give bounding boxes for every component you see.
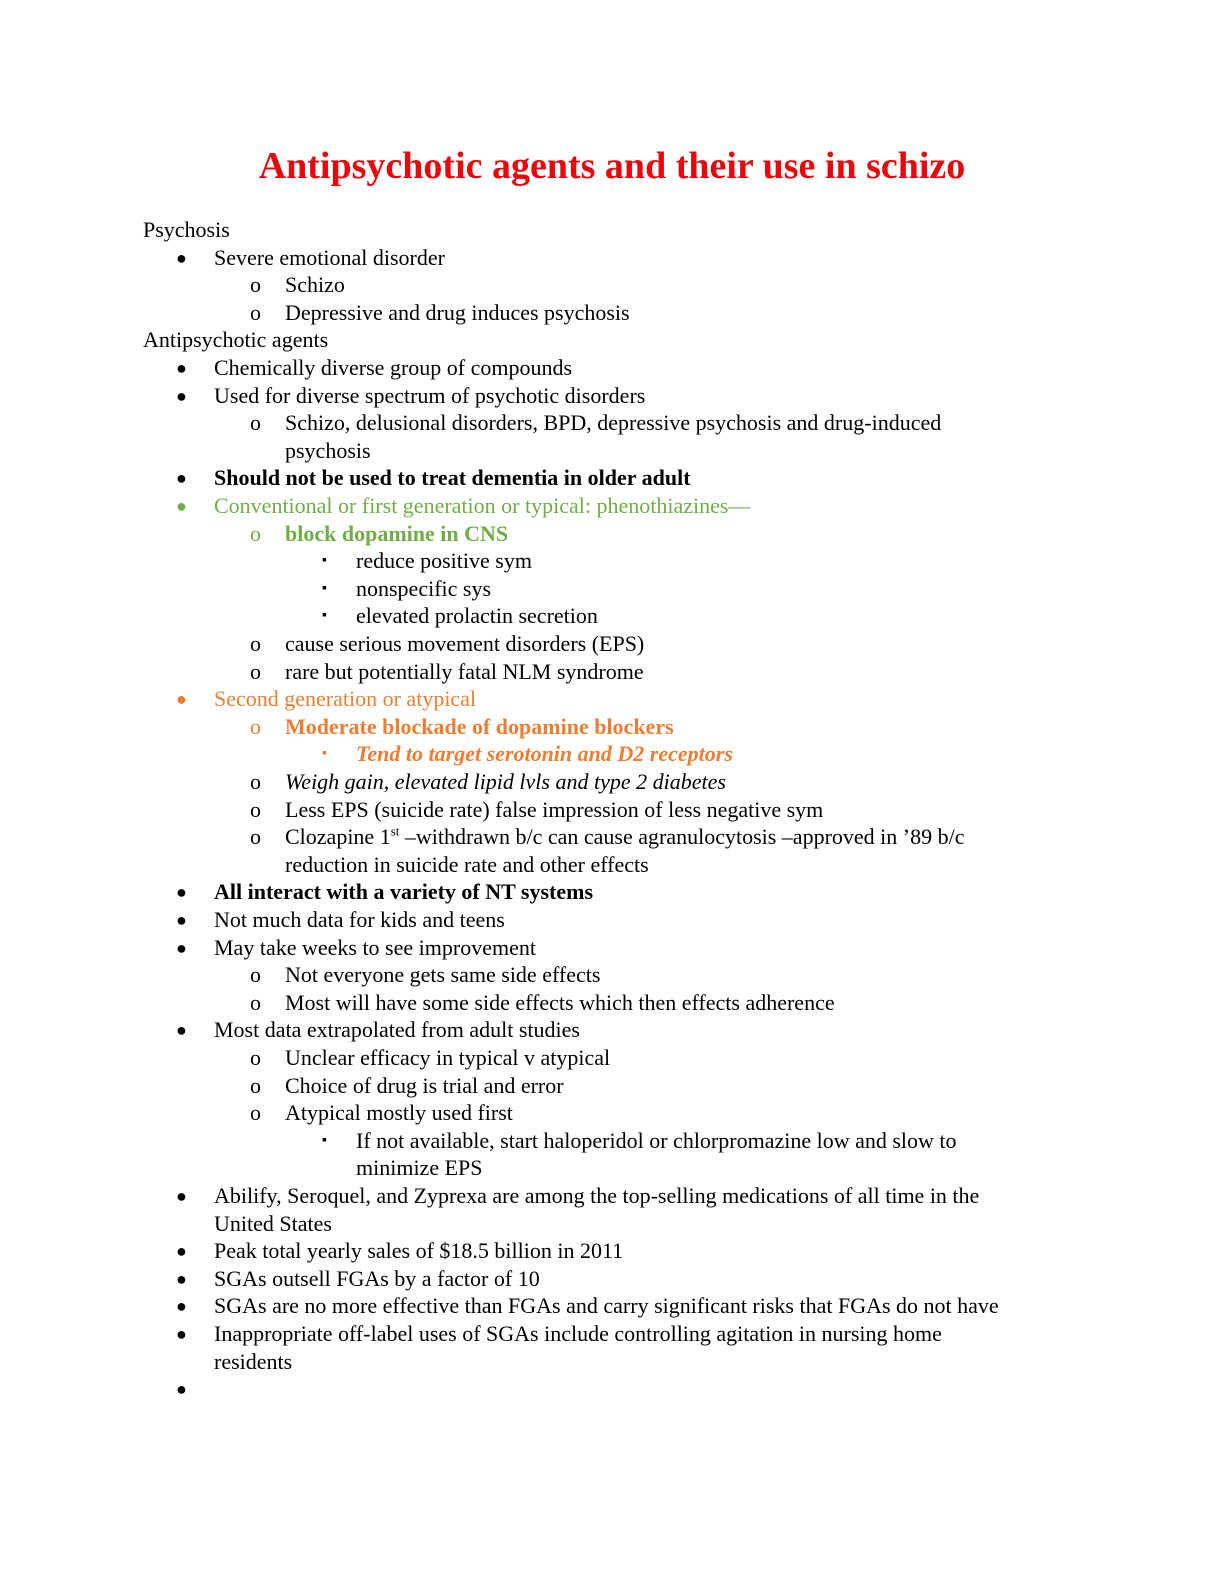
list-item: [0, 409, 1224, 437]
square-bullet-icon: ▪: [322, 746, 327, 762]
text-run: Schizo: [285, 272, 345, 298]
list-item-text: [285, 630, 644, 658]
circle-bullet-icon: o: [250, 1072, 261, 1098]
list-item: [0, 1044, 1224, 1072]
text-run: Not everyone gets same side effects: [285, 962, 601, 988]
list-item: [0, 1099, 1224, 1127]
text-run: Moderate blockade of dopamine blockers: [285, 713, 674, 739]
bullet-icon: ●: [176, 358, 187, 378]
list-item-text: [214, 492, 750, 520]
list-item-text: [285, 851, 649, 879]
list-item-text: [214, 685, 476, 713]
list-item-text: [143, 326, 328, 354]
list-item: [0, 1320, 1224, 1348]
text-run: Should not be used to treat dementia in older adult: [214, 465, 691, 491]
text-run: Severe emotional disorder: [214, 244, 445, 270]
list-item: [0, 1154, 1224, 1182]
text-run: rare but potentially fatal NLM syndrome: [285, 658, 644, 684]
list-item-text: [356, 740, 733, 768]
list-item: [0, 823, 1224, 851]
list-item: [0, 520, 1224, 548]
list-item-text: [285, 437, 371, 465]
list-item: [0, 961, 1224, 989]
list-item-text: [214, 906, 505, 934]
text-run: Conventional or first generation or typical: phenothiazines—: [214, 493, 751, 518]
circle-bullet-icon: o: [250, 962, 261, 988]
text-run: Peak total yearly sales of $18.5 billion in 2011: [214, 1238, 624, 1264]
text-run: Abilify, Seroquel, and Zyprexa are among the top-selling medications of all time in the: [214, 1183, 980, 1208]
list-item: [0, 437, 1224, 465]
circle-bullet-icon: o: [250, 631, 261, 656]
list-item: [0, 1265, 1224, 1293]
bullet-icon: ●: [176, 882, 187, 903]
section-heading: [0, 216, 1224, 244]
section-heading: [0, 326, 1224, 354]
list-item-text: [285, 520, 508, 548]
square-bullet-icon: ▪: [322, 580, 327, 596]
list-item-text: [214, 354, 572, 382]
list-item: [0, 547, 1224, 575]
list-item-text: [214, 1265, 540, 1293]
list-item: [0, 851, 1224, 879]
text-run: –withdrawn b/c can cause agranulocytosis –approved in ’89 b/c: [399, 824, 965, 850]
list-item: [0, 271, 1224, 299]
text-run: Inappropriate off-label uses of SGAs include controlling agitation in nursing home: [214, 1321, 942, 1346]
text-run: Clozapine 1: [285, 824, 391, 850]
list-item: [0, 796, 1224, 824]
list-item-text: [285, 961, 600, 989]
text-run: reduction in suicide rate and other effects: [285, 851, 649, 877]
bullet-icon: ●: [176, 247, 187, 268]
circle-bullet-icon: o: [250, 520, 261, 546]
list-item-text: [285, 299, 630, 327]
list-item-text: [143, 216, 230, 244]
text-run: Psychosis: [143, 217, 230, 242]
list-item: [0, 354, 1224, 382]
text-run: If not available, start haloperidol or chlorpromazine low and slow to: [356, 1127, 957, 1153]
text-run: minimize EPS: [356, 1155, 483, 1181]
list-item: [0, 1375, 1224, 1403]
circle-bullet-icon: o: [250, 769, 261, 794]
text-run: May take weeks to see improvement: [214, 934, 536, 960]
list-item: [0, 630, 1224, 658]
list-item: [0, 934, 1224, 962]
list-item-text: [285, 989, 835, 1017]
bullet-icon: ●: [176, 937, 187, 958]
list-item: [0, 1292, 1224, 1320]
list-item-text: [285, 271, 345, 299]
text-run: Antipsychotic agents: [143, 327, 329, 353]
superscript: st: [390, 823, 400, 839]
bullet-icon: ●: [176, 1324, 187, 1344]
list-item-text: [285, 1099, 513, 1127]
list-item: [0, 602, 1224, 630]
list-item-text: [285, 409, 941, 437]
list-item-text: [214, 934, 536, 962]
list-item: [0, 685, 1224, 713]
list-item: [0, 382, 1224, 410]
bullet-icon: ●: [176, 1186, 187, 1206]
text-run: All interact with a variety of NT systems: [214, 879, 594, 905]
list-item: [0, 575, 1224, 603]
circle-bullet-icon: o: [250, 713, 261, 739]
list-item-text: [214, 1237, 623, 1265]
list-item-text: [214, 464, 691, 492]
list-item-text: [214, 244, 445, 272]
list-item: [0, 740, 1224, 768]
list-item: [0, 1210, 1224, 1238]
text-run: Depressive and drug induces psychosis: [285, 299, 630, 325]
text-run: cause serious movement disorders (EPS): [285, 631, 645, 656]
bullet-icon: ●: [176, 1268, 187, 1289]
list-item: [0, 768, 1224, 796]
text-run: Used for diverse spectrum of psychotic disorders: [214, 382, 646, 408]
text-run: SGAs outsell FGAs by a factor of 10: [214, 1265, 540, 1291]
list-item-text: [214, 1320, 942, 1348]
list-item-text: [214, 1016, 580, 1044]
list-item: [0, 989, 1224, 1017]
list-item-text: [285, 658, 644, 686]
list-item-text: [356, 547, 532, 575]
list-item: [0, 492, 1224, 520]
list-item: [0, 906, 1224, 934]
bullet-icon: ●: [176, 1379, 187, 1400]
text-run: reduce positive sym: [356, 548, 532, 574]
list-item-text: [285, 768, 726, 796]
list-item: [0, 1237, 1224, 1265]
circle-bullet-icon: o: [250, 796, 261, 822]
list-item-text: [285, 1044, 610, 1072]
text-run: nonspecific sys: [356, 575, 492, 601]
text-run: block dopamine in CNS: [285, 520, 509, 546]
list-item-text: [356, 602, 598, 630]
circle-bullet-icon: o: [250, 989, 261, 1015]
circle-bullet-icon: o: [250, 1100, 261, 1126]
bullet-icon: ●: [176, 689, 187, 710]
list-item: [0, 1348, 1224, 1376]
list-item-text: [356, 1127, 957, 1155]
list-item: [0, 1016, 1224, 1044]
list-item: [0, 1127, 1224, 1155]
list-item-text: [356, 575, 491, 603]
bullet-icon: ●: [176, 1296, 187, 1317]
text-run: psychosis: [285, 437, 371, 463]
page-title: Antipsychotic agents and their use in schizo: [258, 145, 966, 187]
square-bullet-icon: ▪: [322, 1132, 327, 1148]
circle-bullet-icon: o: [250, 1045, 261, 1070]
list-item-text: [214, 1210, 332, 1238]
text-run: United States: [214, 1210, 332, 1236]
bullet-icon: ●: [176, 910, 187, 930]
bullet-icon: ●: [176, 468, 187, 489]
text-run: Most data extrapolated from adult studies: [214, 1017, 580, 1043]
list-item: [0, 658, 1224, 686]
bullet-icon: ●: [176, 496, 187, 516]
circle-bullet-icon: o: [250, 272, 261, 298]
text-run: Not much data for kids and teens: [214, 907, 505, 932]
list-item-text: [285, 1072, 564, 1100]
text-run: Weigh gain, elevated lipid lvls and type 2 diabetes: [285, 769, 726, 794]
list-item-text: [214, 1182, 979, 1210]
list-item: [0, 1182, 1224, 1210]
circle-bullet-icon: o: [250, 824, 261, 850]
text-run: Unclear efficacy in typical v atypical: [285, 1045, 611, 1070]
list-item-text: [214, 382, 645, 410]
text-run: elevated prolactin secretion: [356, 603, 598, 629]
bullet-icon: ●: [176, 1020, 187, 1041]
text-run: Choice of drug is trial and error: [285, 1072, 564, 1098]
list-item-text: [356, 1154, 483, 1182]
circle-bullet-icon: o: [250, 299, 261, 325]
text-run: residents: [214, 1348, 293, 1374]
bullet-icon: ●: [176, 1241, 187, 1262]
list-item: [0, 1072, 1224, 1100]
text-run: Chemically diverse group of compounds: [214, 355, 573, 380]
circle-bullet-icon: o: [250, 410, 261, 436]
list-item: [0, 244, 1224, 272]
list-item-text: [214, 878, 593, 906]
text-run: Schizo, delusional disorders, BPD, depressive psychosis and drug-induced: [285, 410, 942, 436]
bullet-icon: ●: [176, 385, 187, 406]
text-run: Atypical mostly used first: [285, 1100, 513, 1126]
text-run: Second generation or atypical: [214, 686, 477, 712]
list-item: [0, 464, 1224, 492]
list-item-text: [285, 713, 674, 741]
text-run: Tend to target serotonin and D2 receptors: [356, 741, 733, 767]
circle-bullet-icon: o: [250, 658, 261, 684]
square-bullet-icon: ▪: [322, 608, 327, 624]
list-item: [0, 713, 1224, 741]
list-item-text: [285, 823, 964, 851]
text-run: Less EPS (suicide rate) false impression of less negative sym: [285, 796, 824, 822]
list-item-text: [214, 1292, 999, 1320]
list-item: [0, 878, 1224, 906]
list-item-text: [285, 796, 823, 824]
list-item-text: [214, 1348, 292, 1376]
text-run: SGAs are no more effective than FGAs and carry significant risks that FGAs do not have: [214, 1293, 999, 1319]
list-item: [0, 299, 1224, 327]
square-bullet-icon: ▪: [322, 553, 327, 569]
text-run: Most will have some side effects which then effects adherence: [285, 989, 835, 1015]
